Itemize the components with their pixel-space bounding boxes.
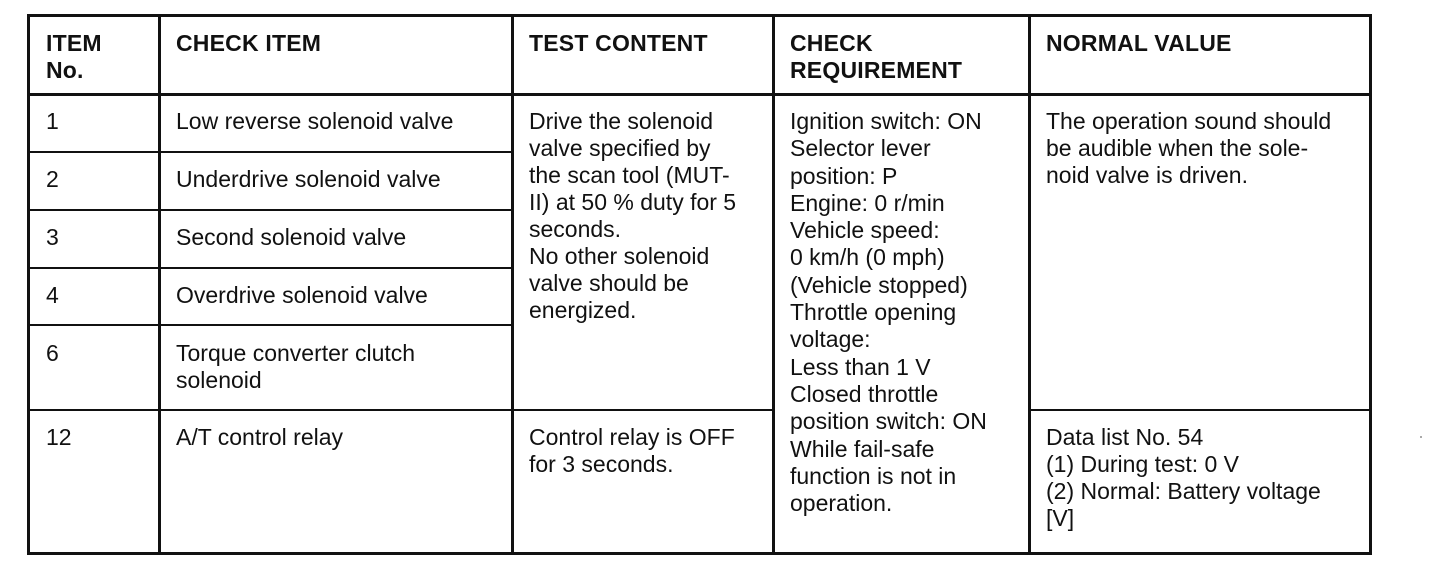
test-content-relay: Control relay is OFF for 3 seconds.	[529, 424, 735, 477]
header-check-item: CHECK ITEM	[176, 30, 322, 56]
row-6-no: 12	[46, 424, 72, 450]
test-content-solenoids: Drive the solenoid valve specified by the scan tool (MUT- II) at 50 % duty for 5 seconds. No other solenoid valve should be energized.	[529, 108, 737, 323]
row-divider-3	[27, 267, 513, 269]
row-4-item: Overdrive solenoid valve	[176, 282, 428, 308]
check-requirement-text: Ignition switch: ON Selector lever position: P Engine: 0 r/min Vehicle speed: 0 km/h (0 mph) (Vehicle stopped) Throttle opening voltage: Less than 1 V Closed throttle position switch: ON While fail-safe function is not in operation.	[790, 108, 987, 517]
row-1-item: Low reverse solenoid valve	[176, 108, 454, 134]
header-test-content: TEST CONTENT	[529, 30, 708, 56]
row-5-item: Torque converter clutch solenoid	[176, 340, 416, 393]
group-divider-left	[27, 409, 774, 411]
scan-speck	[1420, 436, 1422, 438]
row-2-no: 2	[46, 166, 59, 192]
normal-value-solenoids: The operation sound should be audible when the sole- noid valve is driven.	[1046, 108, 1332, 188]
row-divider-4	[27, 324, 513, 326]
row-1-no: 1	[46, 108, 59, 134]
normal-value-relay: Data list No. 54 (1) During test: 0 V (2) Normal: Battery voltage [V]	[1046, 424, 1321, 531]
group-divider-right	[1028, 409, 1372, 411]
row-4-no: 4	[46, 282, 59, 308]
row-3-item: Second solenoid valve	[176, 224, 407, 250]
header-check-requirement: CHECK REQUIREMENT	[790, 30, 963, 83]
row-2-item: Underdrive solenoid valve	[176, 166, 441, 192]
header-item-no: ITEM No.	[46, 30, 102, 83]
row-divider-2	[27, 209, 513, 211]
row-3-no: 3	[46, 224, 59, 250]
header-divider	[27, 93, 1372, 96]
header-normal-value: NORMAL VALUE	[1046, 30, 1232, 56]
row-divider-1	[27, 151, 513, 153]
row-6-item: A/T control relay	[176, 424, 344, 450]
row-5-no: 6	[46, 340, 59, 366]
